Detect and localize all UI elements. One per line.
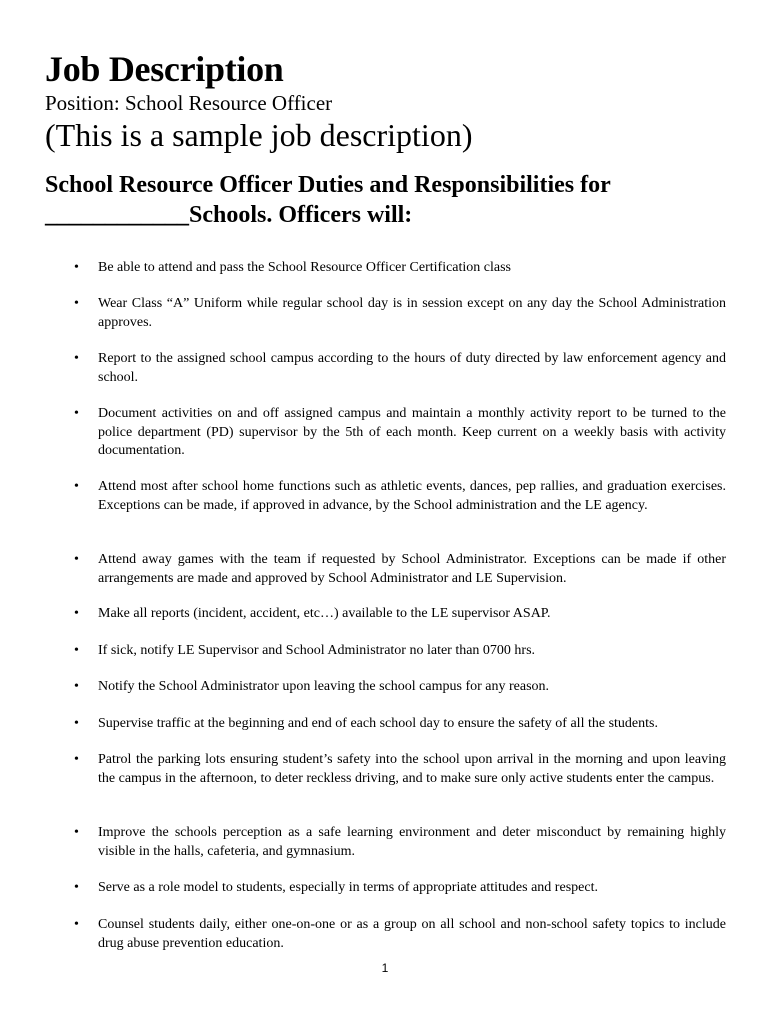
bullet-icon: • — [74, 552, 79, 567]
duty-item — [74, 751, 726, 788]
duty-item — [74, 879, 726, 898]
duty-text: If sick, notify LE Supervisor and School Administrator no later than 0700 hrs. — [98, 643, 536, 658]
duty-text: Be able to attend and pass the School Resource Officer Certification class — [98, 260, 511, 275]
duty-text: Notify the School Administrator upon leaving the school campus for any reason. — [98, 679, 550, 694]
bullet-icon: • — [74, 880, 79, 895]
duty-text: Document activities on and off assigned campus and maintain a monthly activity report to be turned to the police department (PD) supervisor by the 5th of each month. Keep current on a weekly basis with activity documentation. — [98, 406, 726, 458]
duty-item — [74, 642, 726, 661]
bullet-icon: • — [74, 679, 79, 694]
bullet-icon: • — [74, 716, 79, 731]
duty-item — [74, 295, 726, 332]
duty-text: Attend most after school home functions such as athletic events, dances, pep rallies, and graduation exercises. Exceptions can be made, if approved in advance, by the School administration and the LE agency. — [98, 479, 726, 513]
duty-text: Counsel students daily, either one-on-one or as a group on all school and non-school safety topics to include drug abuse prevention education. — [98, 917, 726, 951]
sample-note: (This is a sample job description) — [45, 117, 473, 153]
bullet-icon: • — [74, 752, 79, 767]
duty-text: Patrol the parking lots ensuring student’s safety into the school upon arrival in the morning and upon leaving the campus in the afternoon, to deter reckless driving, and to make sure only active students enter the campus. — [98, 752, 726, 786]
bullet-icon: • — [74, 606, 79, 621]
duty-item — [74, 916, 726, 953]
duty-item — [74, 405, 726, 461]
duty-text: Make all reports (incident, accident, etc…) available to the LE supervisor ASAP. — [98, 606, 551, 621]
page-number: 1 — [381, 961, 389, 975]
duty-item — [74, 678, 726, 697]
duty-text: Wear Class “A” Uniform while regular school day is in session except on any day the School Administration approves. — [98, 296, 726, 330]
bullet-icon: • — [74, 825, 79, 840]
duty-text: Improve the schools perception as a safe learning environment and deter misconduct by remaining highly visible in the halls, cafeteria, and gymnasium. — [98, 825, 726, 859]
bullet-icon: • — [74, 260, 79, 275]
duty-text: Attend away games with the team if requested by School Administrator. Exceptions can be made if other arrangements are made and approved by School Administrator and LE Supervision. — [98, 552, 726, 586]
bullet-icon: • — [74, 296, 79, 311]
duty-item — [74, 551, 726, 588]
duty-text: Supervise traffic at the beginning and end of each school day to ensure the safety of all the students. — [98, 716, 658, 731]
bullet-icon: • — [74, 351, 79, 366]
duty-text: Report to the assigned school campus according to the hours of duty directed by law enforcement agency and school. — [98, 351, 726, 385]
duty-item — [74, 715, 726, 734]
position-line: Position: School Resource Officer — [45, 91, 333, 115]
bullet-icon: • — [74, 406, 79, 421]
duty-item — [74, 824, 726, 861]
duties-heading: School Resource Officer Duties and Responsibilities for ____________Schools. Officers will: — [45, 172, 611, 228]
bullet-icon: • — [74, 479, 79, 494]
bullet-icon: • — [74, 917, 79, 932]
duty-item — [74, 478, 726, 515]
bullet-icon: • — [74, 643, 79, 658]
duty-text: Serve as a role model to students, especially in terms of appropriate attitudes and respect. — [98, 880, 598, 895]
duty-item — [74, 259, 726, 278]
duty-item — [74, 350, 726, 387]
duty-item — [74, 605, 726, 624]
document-title: Job Description — [45, 49, 284, 89]
